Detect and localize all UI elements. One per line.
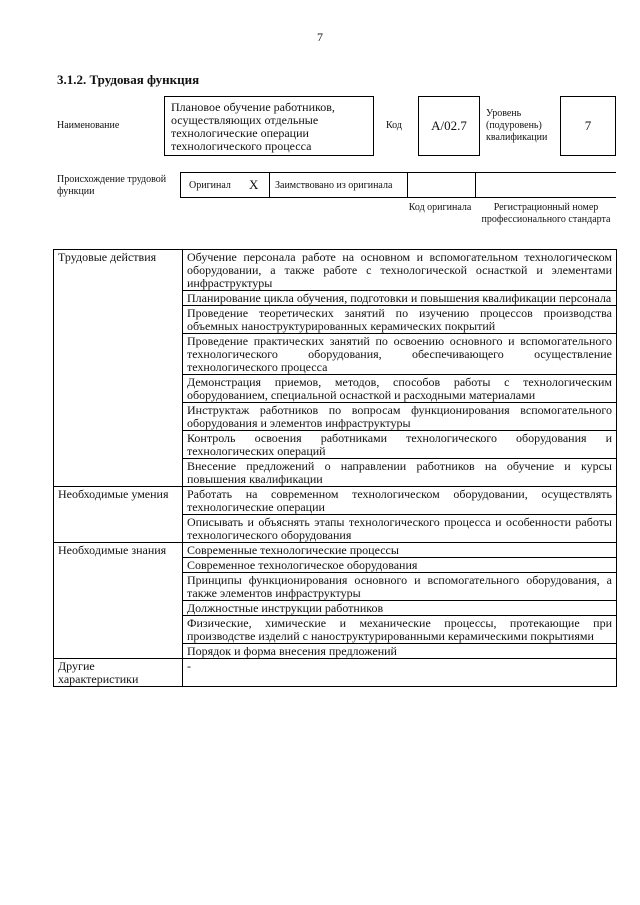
section-title: 3.1.2. Трудовая функция <box>57 72 200 87</box>
table-row <box>54 543 617 558</box>
table-cell: Внесение предложений о направлении работников на обучение и курсы повышения квалификации <box>183 459 617 487</box>
origin-label: Происхождение трудовой функции <box>57 174 167 197</box>
borrowed-label: Заимствовано из оригинала <box>275 179 393 191</box>
table-cell: Контроль освоения работниками технологического оборудования и технологических операций <box>183 431 617 459</box>
table-cell: Инструктаж работников по вопросам функционирования вспомогательного оборудования и элементов инфраструктуры <box>183 403 617 431</box>
level-label: Уровень (подуровень) квалификации <box>486 108 548 143</box>
table-cell: Проведение практических занятий по освоению основного и вспомогательного технологического оборудования, обеспечивающего осуществление технологического процесса <box>183 334 617 375</box>
code-box: A/02.7 <box>418 96 480 156</box>
table-cell: Описывать и объяснять этапы технологического процесса и особенности работы технологического оборудования <box>183 515 617 543</box>
row-header: Другие характеристики <box>54 659 183 687</box>
table-row <box>54 250 617 291</box>
row-header: Трудовые действия <box>54 250 183 487</box>
labor-function-table <box>53 249 617 687</box>
name-label: Наименование <box>57 120 120 131</box>
original-mark: X <box>249 177 259 192</box>
table-cell: Обучение персонала работе на основном и вспомогательном технологическом оборудовании, а также работе с технологической оснасткой и элементами инфраструктуры <box>183 250 617 291</box>
table-cell: Работать на современном технологическом оборудовании, осуществлять технологические операции <box>183 487 617 515</box>
row-header: Необходимые умения <box>54 487 183 543</box>
original-label: Оригинал <box>189 179 231 191</box>
code-original-caption: Код оригинала <box>408 202 472 213</box>
table-cell: Проведение теоретических занятий по изучению процессов производства объемных наноструктурированных керамических покрытий <box>183 306 617 334</box>
level-box: 7 <box>560 96 616 156</box>
table-row <box>54 659 617 687</box>
function-name-box: Плановое обучение работников, осуществляющих отдельные технологические операции технологического процесса <box>164 96 374 156</box>
table-cell: - <box>183 659 617 687</box>
page-number: 7 <box>317 30 323 44</box>
code-label: Код <box>386 120 402 131</box>
table-row <box>54 487 617 515</box>
origin-row <box>180 172 616 198</box>
table-cell: Физические, химические и механические процессы, протекающие при производстве изделий с наноструктурированными керамическими покрытиями <box>183 616 617 644</box>
reg-number-caption: Регистрационный номер профессионального стандарта <box>481 202 611 225</box>
table-cell: Современное технологическое оборудования <box>183 558 617 573</box>
table-cell: Планирование цикла обучения, подготовки и повышения квалификации персонала <box>183 291 617 306</box>
table-cell: Принципы функционирования основного и вспомогательного оборудования, а также элементов инфраструктуры <box>183 573 617 601</box>
table-cell: Демонстрация приемов, методов, способов работы с технологическим оборудованием, специальной оснасткой и расходными материалами <box>183 375 617 403</box>
row-header: Необходимые знания <box>54 543 183 659</box>
table-cell: Порядок и форма внесения предложений <box>183 644 617 659</box>
table-cell: Современные технологические процессы <box>183 543 617 558</box>
table-cell: Должностные инструкции работников <box>183 601 617 616</box>
